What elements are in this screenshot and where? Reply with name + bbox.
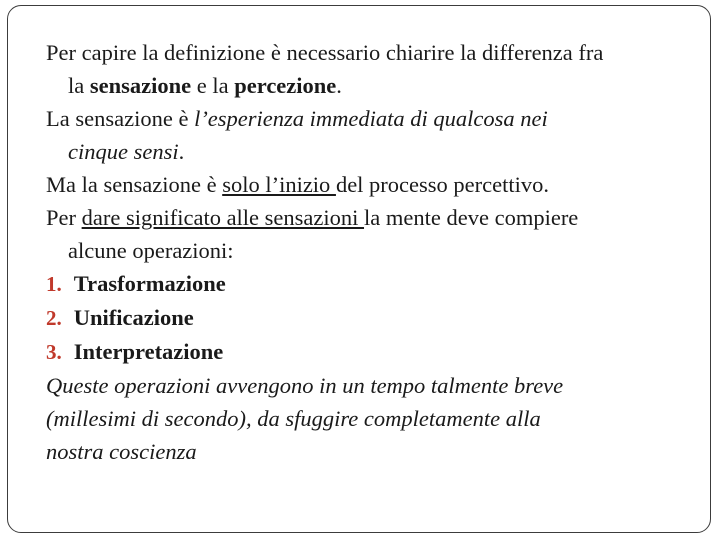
text — [46, 139, 184, 164]
text: nostra coscienza — [46, 439, 197, 464]
text: La sensazione è — [46, 106, 195, 131]
list-label: Unificazione — [73, 305, 194, 330]
list-number: 2. — [46, 306, 62, 330]
text — [46, 73, 342, 98]
slide-frame — [7, 5, 711, 533]
list-number: 1. — [46, 272, 62, 296]
text-italic: cinque sensi — [68, 139, 179, 164]
list-item — [46, 335, 706, 369]
term-percezione: percezione — [234, 73, 337, 98]
list-number: 3. — [46, 340, 62, 364]
list-label: Interpretazione — [73, 339, 224, 364]
text-underlined: dare significato alle sensazioni — [81, 205, 365, 230]
list-item — [46, 267, 706, 301]
slide-body — [46, 36, 706, 468]
text: la mente deve compiere — [364, 205, 579, 230]
text: . — [178, 139, 185, 164]
text: Queste operazioni avvengono in un tempo talmente breve — [46, 373, 564, 398]
paragraph-closing — [46, 369, 706, 468]
list-item — [46, 301, 706, 335]
text-italic: l’esperienza immediata di qualcosa nei — [194, 106, 548, 131]
text-underlined: solo l’inizio — [222, 172, 336, 197]
text: e la — [191, 73, 235, 98]
list-label: Trasformazione — [73, 271, 226, 296]
text: Per — [46, 205, 82, 230]
paragraph-sensazione — [46, 102, 706, 168]
paragraph-inizio — [46, 168, 706, 201]
paragraph-operazioni — [46, 201, 706, 267]
text: Per capire la definizione è necessario chiarire la differenza fra — [46, 40, 604, 65]
text: alcune operazioni: — [68, 238, 234, 263]
text: Ma la sensazione è — [46, 172, 223, 197]
text: la — [68, 73, 90, 98]
text: del processo percettivo. — [335, 172, 549, 197]
text: (millesimi di secondo), da sfuggire completamente alla — [46, 406, 541, 431]
term-sensazione: sensazione — [89, 73, 192, 98]
operations-list — [46, 267, 706, 369]
paragraph-definition — [46, 36, 706, 102]
text: . — [336, 73, 342, 98]
